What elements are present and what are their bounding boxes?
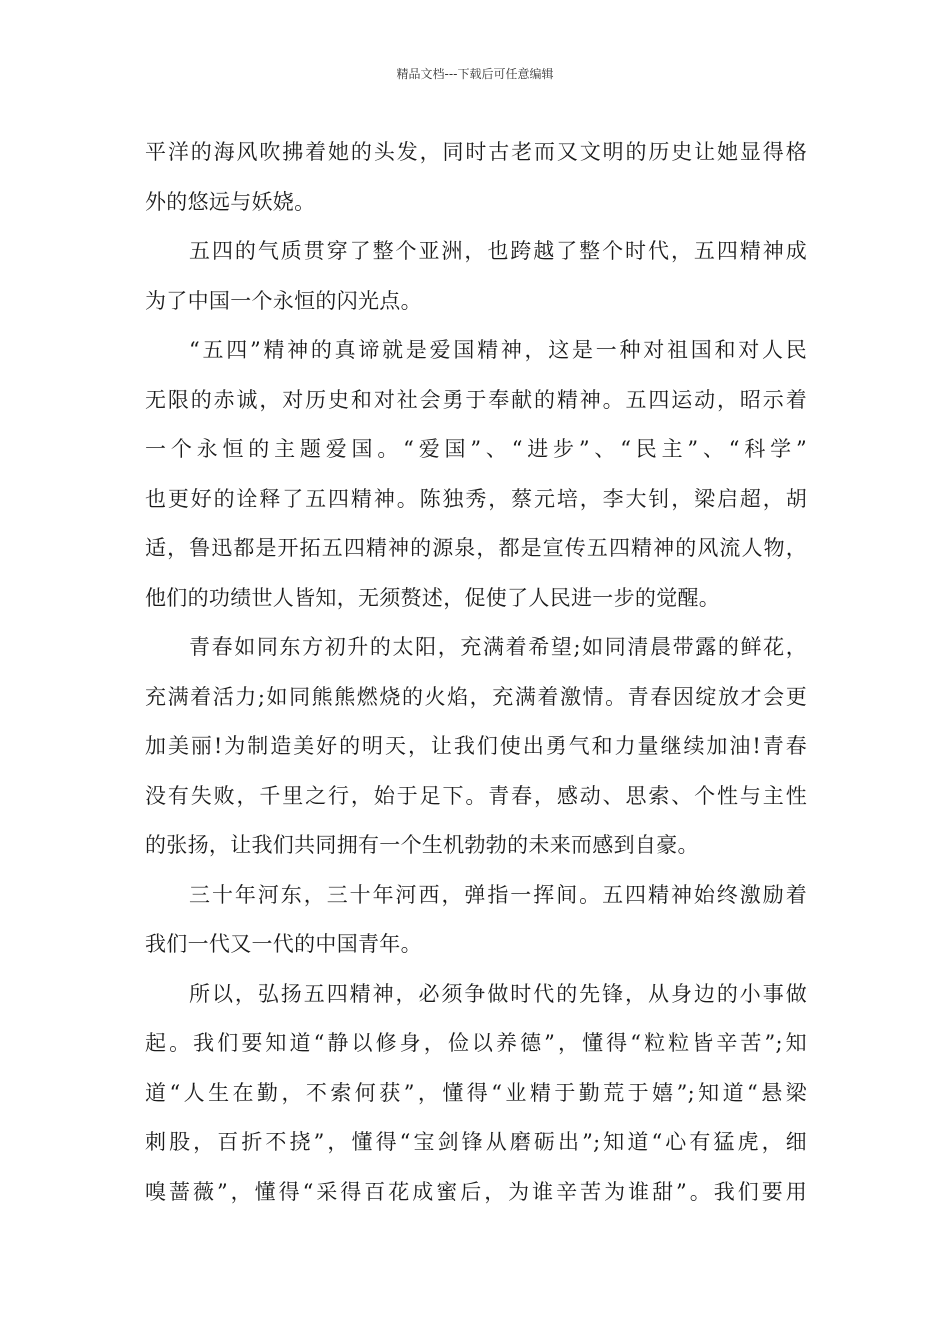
- text-line: 起。我们要知道“静以修身，俭以养德”，懂得“粒粒皆辛苦”;知: [145, 1031, 807, 1055]
- text-line: 没有失败，千里之行，始于足下。青春，感动、思索、个性与主性: [145, 783, 807, 808]
- text-line: 刺股，百折不挠”，懂得“宝剑锋从磨砺出”;知道“心有猛虎，细: [145, 1130, 807, 1154]
- page-header: 精品文档---下载后可任意编辑: [396, 67, 554, 81]
- text-line: 加美丽!为制造美好的明天，让我们使出勇气和力量继续加油!青春: [145, 734, 807, 758]
- text-line: “五四”精神的真谛就是爱国精神，这是一种对祖国和对人民: [189, 338, 807, 362]
- document-body: [145, 128, 807, 1217]
- text-line: 外的悠远与妖娆。: [145, 189, 316, 214]
- text-line: 平洋的海风吹拂着她的头发，同时古老而又文明的历史让她显得格: [145, 140, 807, 164]
- text-line: 适，鲁迅都是开拓五四精神的源泉，都是宣传五四精神的风流人物，: [145, 536, 807, 560]
- text-line: 嗅蔷薇”，懂得“采得百花成蜜后，为谁辛苦为谁甜”。我们要用: [145, 1179, 807, 1204]
- text-line: 我们一代又一代的中国青年。: [145, 932, 422, 956]
- text-line: 一个永恒的主题爱国。“爱国”、“进步”、“民主”、“科学”: [145, 437, 807, 461]
- text-line: 为了中国一个永恒的闪光点。: [145, 288, 422, 313]
- text-line: 他们的功绩世人皆知，无须赘述，促使了人民进一步的觉醒。: [145, 585, 721, 610]
- text-line: 的张扬，让我们共同拥有一个生机勃勃的未来而感到自豪。: [145, 833, 699, 857]
- text-line: 道“人生在勤，不索何获”，懂得“业精于勤荒于嬉”;知道“悬梁: [145, 1080, 807, 1105]
- text-line: 五四的气质贯穿了整个亚洲，也跨越了整个时代，五四精神成: [189, 239, 807, 263]
- text-line: 也更好的诠释了五四精神。陈独秀，蔡元培，李大钊，梁启超，胡: [145, 486, 807, 511]
- text-line: 三十年河东，三十年河西，弹指一挥间。五四精神始终激励着: [189, 882, 807, 907]
- text-line: 无限的赤诚，对历史和对社会勇于奉献的精神。五四运动，昭示着: [145, 387, 807, 412]
- text-line: 充满着活力;如同熊熊燃烧的火焰，充满着激情。青春因绽放才会更: [145, 684, 807, 709]
- text-line: 所以，弘扬五四精神，必须争做时代的先锋，从身边的小事做: [189, 981, 807, 1006]
- text-line: 青春如同东方初升的太阳，充满着希望;如同清晨带露的鲜花，: [189, 635, 807, 659]
